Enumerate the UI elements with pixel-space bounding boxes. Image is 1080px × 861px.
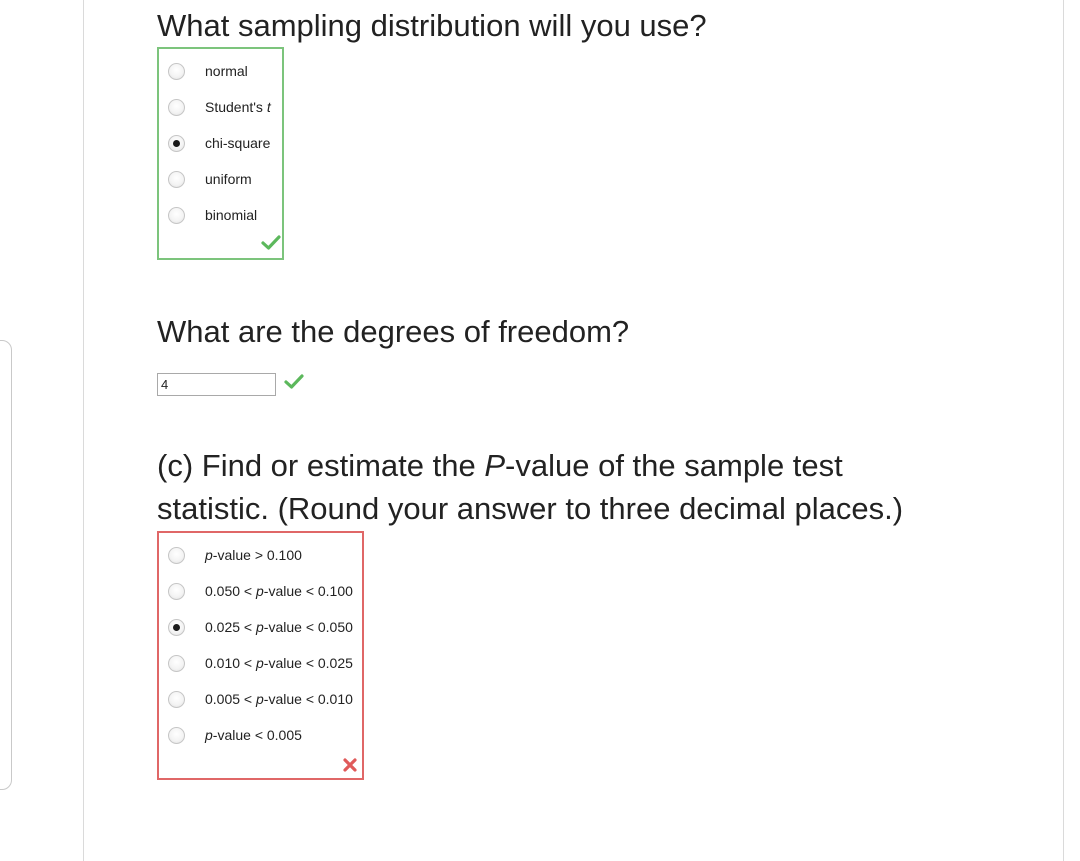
radio-button[interactable]	[168, 727, 185, 744]
option-p-0050-0100[interactable]	[159, 579, 353, 603]
checkmark-icon	[284, 374, 304, 390]
sampling-distribution-choices	[157, 47, 284, 260]
radio-button[interactable]	[168, 691, 185, 708]
question-degrees-of-freedom-title: What are the degrees of freedom?	[157, 314, 630, 349]
radio-button[interactable]	[168, 547, 185, 564]
p-value-choices	[157, 531, 364, 780]
option-label: 0.005 < p-value < 0.010	[205, 691, 353, 707]
radio-button[interactable]	[168, 171, 185, 188]
option-label: 0.025 < p-value < 0.050	[205, 619, 353, 635]
option-p-lt-0005[interactable]	[159, 723, 302, 747]
content-right-border	[1063, 0, 1064, 861]
option-p-0010-0025[interactable]	[159, 651, 353, 675]
checkmark-icon	[261, 235, 281, 251]
option-label: uniform	[205, 171, 252, 187]
option-label: Student's t	[205, 99, 271, 115]
degrees-of-freedom-input[interactable]	[157, 373, 276, 396]
option-label: 0.010 < p-value < 0.025	[205, 655, 353, 671]
option-p-0025-0050[interactable]	[159, 615, 353, 639]
radio-button[interactable]	[168, 583, 185, 600]
radio-button[interactable]	[168, 63, 185, 80]
option-binomial[interactable]	[159, 203, 257, 227]
option-label: p-value < 0.005	[205, 727, 302, 743]
radio-button-selected[interactable]	[168, 619, 185, 636]
radio-button[interactable]	[168, 655, 185, 672]
radio-button[interactable]	[168, 207, 185, 224]
option-students-t[interactable]	[159, 95, 271, 119]
side-card-edge	[0, 340, 12, 790]
option-p-0005-0010[interactable]	[159, 687, 353, 711]
option-label: normal	[205, 63, 248, 79]
radio-button[interactable]	[168, 99, 185, 116]
x-mark-icon	[342, 757, 358, 773]
content-left-border	[83, 0, 84, 861]
radio-button-selected[interactable]	[168, 135, 185, 152]
option-label: chi-square	[205, 135, 271, 151]
option-label: binomial	[205, 207, 258, 223]
question-p-value-title: (c) Find or estimate the P-value of the sample test statistic. (Round your answer to three decimal places.)	[157, 448, 904, 526]
option-label: p-value > 0.100	[205, 547, 302, 563]
option-chi-square[interactable]	[159, 131, 270, 155]
option-normal[interactable]	[159, 59, 248, 83]
option-p-gt-0100[interactable]	[159, 543, 302, 567]
question-sampling-distribution-title: What sampling distribution will you use?	[157, 8, 707, 43]
option-uniform[interactable]	[159, 167, 252, 191]
option-label: 0.050 < p-value < 0.100	[205, 583, 353, 599]
